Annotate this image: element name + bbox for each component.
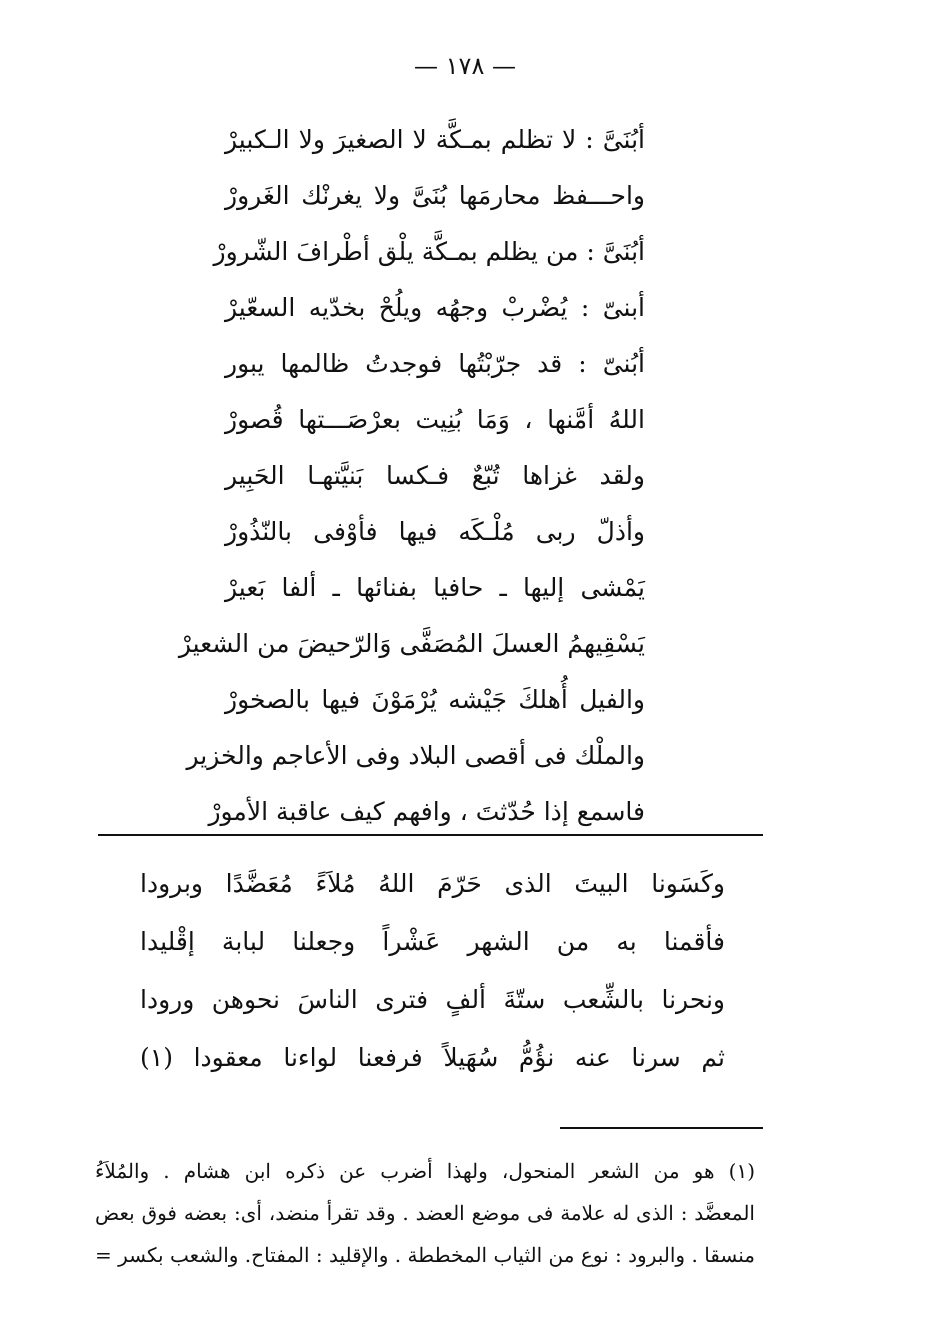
- poem-verse: يَسْقِيهمُ العسلَ المُصَفَّى وَالرّحيضَ من الشعيرْ: [178, 629, 645, 658]
- poem2-verse: ونحرنا بالشِّعب ستّةَ ألفٍ فترى الناسَ نحوهن ورودا: [140, 985, 725, 1014]
- poem-verse: أبنىّ : يُضْربْ وجهُه ويلُحْ بخدّيه السعّيرْ: [225, 293, 645, 322]
- section-divider: [98, 834, 763, 836]
- poem-verse: وأذلّ ربى مُلْـكَه فيها فأوْفى بالنّذُورْ: [225, 517, 645, 546]
- poem-verse: فاسمع إذا حُدّثتَ ، وافهم كيف عاقبة الأمورْ: [208, 797, 645, 826]
- poem-verse: والفيل أُهلكَ جَيْشه يُرْمَوْنَ فيها بالصخورْ: [225, 685, 645, 714]
- poem2-verse: وكَسَونا البيتَ الذى حَرّمَ اللهُ مُلاَءً مُعَضَّدًا وبرودا: [140, 869, 725, 898]
- footnote-line: المعضَّد : الذى له علامة فى موضع العضد . وقد تقرأ منضد، أى: بعضه فوق بعض: [95, 1201, 755, 1225]
- poem-verse: أبُنَىَّ : لا تظلم بمـكَّة لا الصغيرَ ولا الـكبيرْ: [225, 125, 645, 154]
- footnote-divider: [560, 1127, 763, 1129]
- poem-main: [178, 112, 645, 840]
- footnotes: [95, 1150, 755, 1276]
- poem2-verse: فأقمنا به من الشهر عَشْراً وجعلنا لبابة إقْليدا: [140, 927, 725, 956]
- poem-verse: والملْك فى أقصى البلاد وفى الأعاجم والخزير: [186, 741, 645, 770]
- poem-verse: اللهُ أمَّنها ، وَمَا بُنِيت بعرْصَـــتها قُصورْ: [225, 405, 645, 434]
- footnote-line: (١) هو من الشعر المنحول، ولهذا أضرب عن ذكره ابن هشام . والمُلاَءُ: [95, 1159, 755, 1183]
- poem-verse: يَمْشى إليها ـ حافيا بفنائها ـ ألفا بَعيرْ: [225, 573, 645, 602]
- poem-verse: واحـــفظ محارمَها بُنَىَّ ولا يغرنْك الغَرورْ: [225, 181, 645, 210]
- footnote-line: منسقا . والبرود : نوع من الثياب المخططة . والإقليد : المفتاح. والشعب بكسر =: [95, 1243, 755, 1267]
- poem-secondary: [140, 855, 725, 1087]
- poem-verse: أبُنَىَّ : من يظلم بمـكَّة يلْق أطْرافَ الشّرورْ: [213, 237, 645, 266]
- poem-verse: ولقد غزاها تُبّعٌ فـكسا بَنيَّتهـا الحَبِير: [225, 461, 645, 490]
- poem-verse: أبُنىّ : قد جرّبْتُها فوجدتُ ظالمها يبور: [225, 349, 645, 378]
- page-number: — ١٧٨ —: [414, 52, 516, 80]
- poem2-verse: ثم سرنا عنه نؤُمُّ سُهَيلاً فرفعنا لواءنا معقودا (١): [140, 1043, 725, 1072]
